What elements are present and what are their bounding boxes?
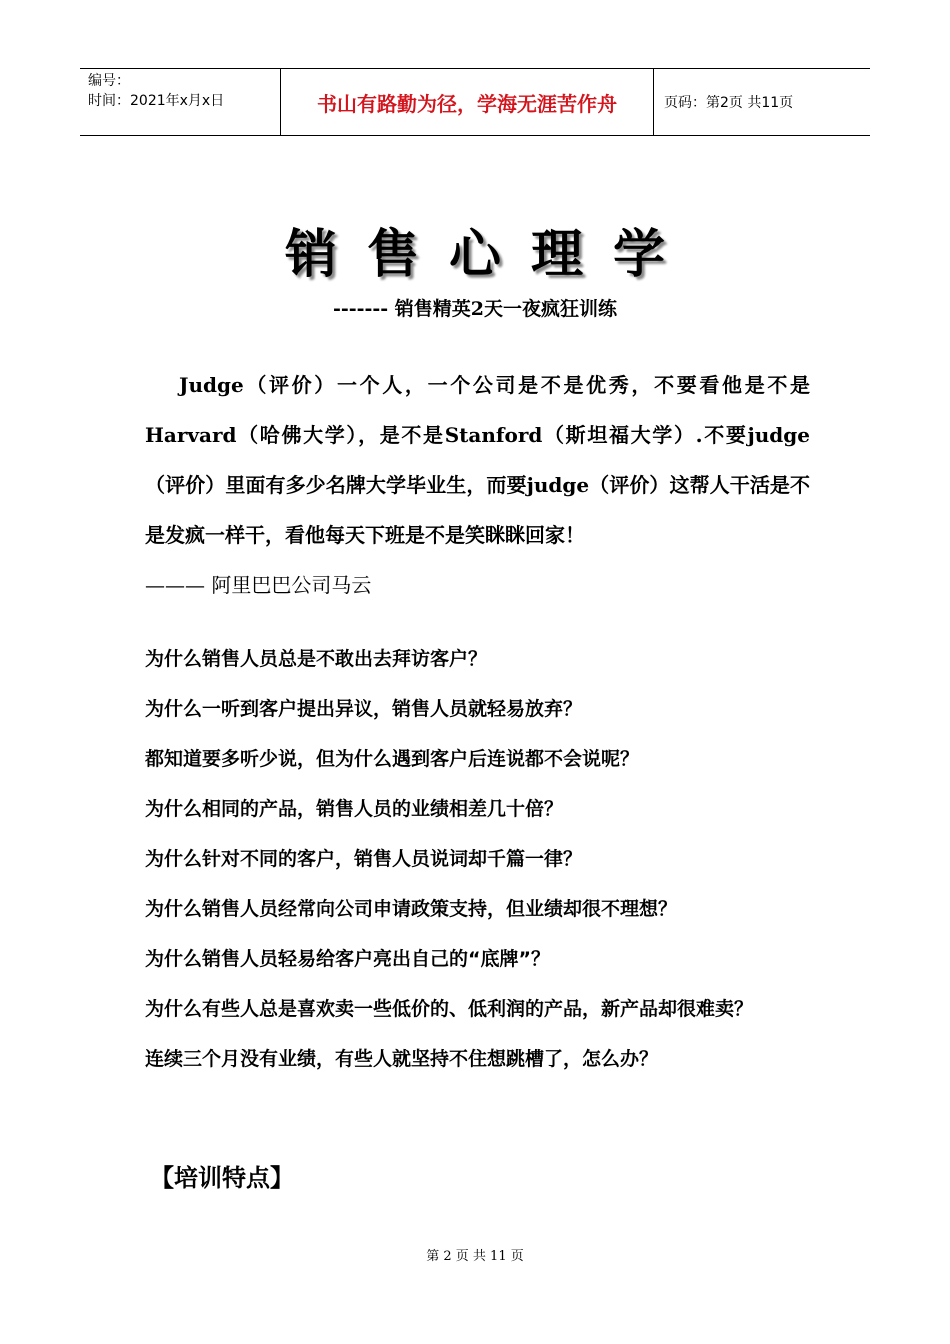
- question-item: 为什么有些人总是喜欢卖一些低价的、低利润的产品，新产品却很难卖？: [145, 998, 754, 1020]
- section-heading: 【培训特点】: [150, 1164, 294, 1192]
- quote-block: [145, 360, 810, 610]
- time-label: 时间：2021年x月x日: [88, 93, 225, 109]
- question-item: 为什么一听到客户提出异议，销售人员就轻易放弃？: [145, 698, 583, 720]
- question-item: 为什么针对不同的客户，销售人员说词却千篇一律？: [145, 848, 583, 870]
- question-item: 都知道要多听少说，但为什么遇到客户后连说都不会说呢？: [145, 748, 640, 770]
- page-subtitle: ------- 销售精英2天一夜疯狂训练: [332, 298, 618, 320]
- quote-attribution: ——— 阿里巴巴公司马云: [145, 573, 372, 597]
- number-label: 编号：: [88, 73, 130, 89]
- header-page-info: 页码：第2页 共11页: [664, 95, 794, 111]
- quote-text: Judge（评价）一个人，一个公司是不是优秀，不要看他是不是Harvard（哈佛大学），是不是Stanford（斯坦福大学）.不要judge（评价）里面有多少名牌大学毕业生，而要judge（评价）这帮人干活是不是发疯一样干，看他每天下班是不是笑眯眯回家！: [145, 373, 810, 547]
- question-list: [145, 634, 810, 1084]
- question-item: 为什么相同的产品，销售人员的业绩相差几十倍？: [145, 798, 564, 820]
- question-item: 为什么销售人员经常向公司申请政策支持，但业绩却很不理想？: [145, 898, 678, 920]
- header-motto: 书山有路勤为径，学海无涯苦作舟: [280, 69, 654, 135]
- question-item: 为什么销售人员轻易给客户亮出自己的“底牌”？: [145, 948, 550, 970]
- document-header: [80, 68, 870, 136]
- question-item: 为什么销售人员总是不敢出去拜访客户？: [145, 648, 488, 670]
- question-item: 连续三个月没有业绩，有些人就坚持不住想跳槽了，怎么办？: [145, 1048, 659, 1070]
- page-footer: 第 2 页 共 11 页: [426, 1249, 524, 1264]
- header-meta: [80, 69, 280, 135]
- page-title: 销售心理学: [284, 225, 695, 285]
